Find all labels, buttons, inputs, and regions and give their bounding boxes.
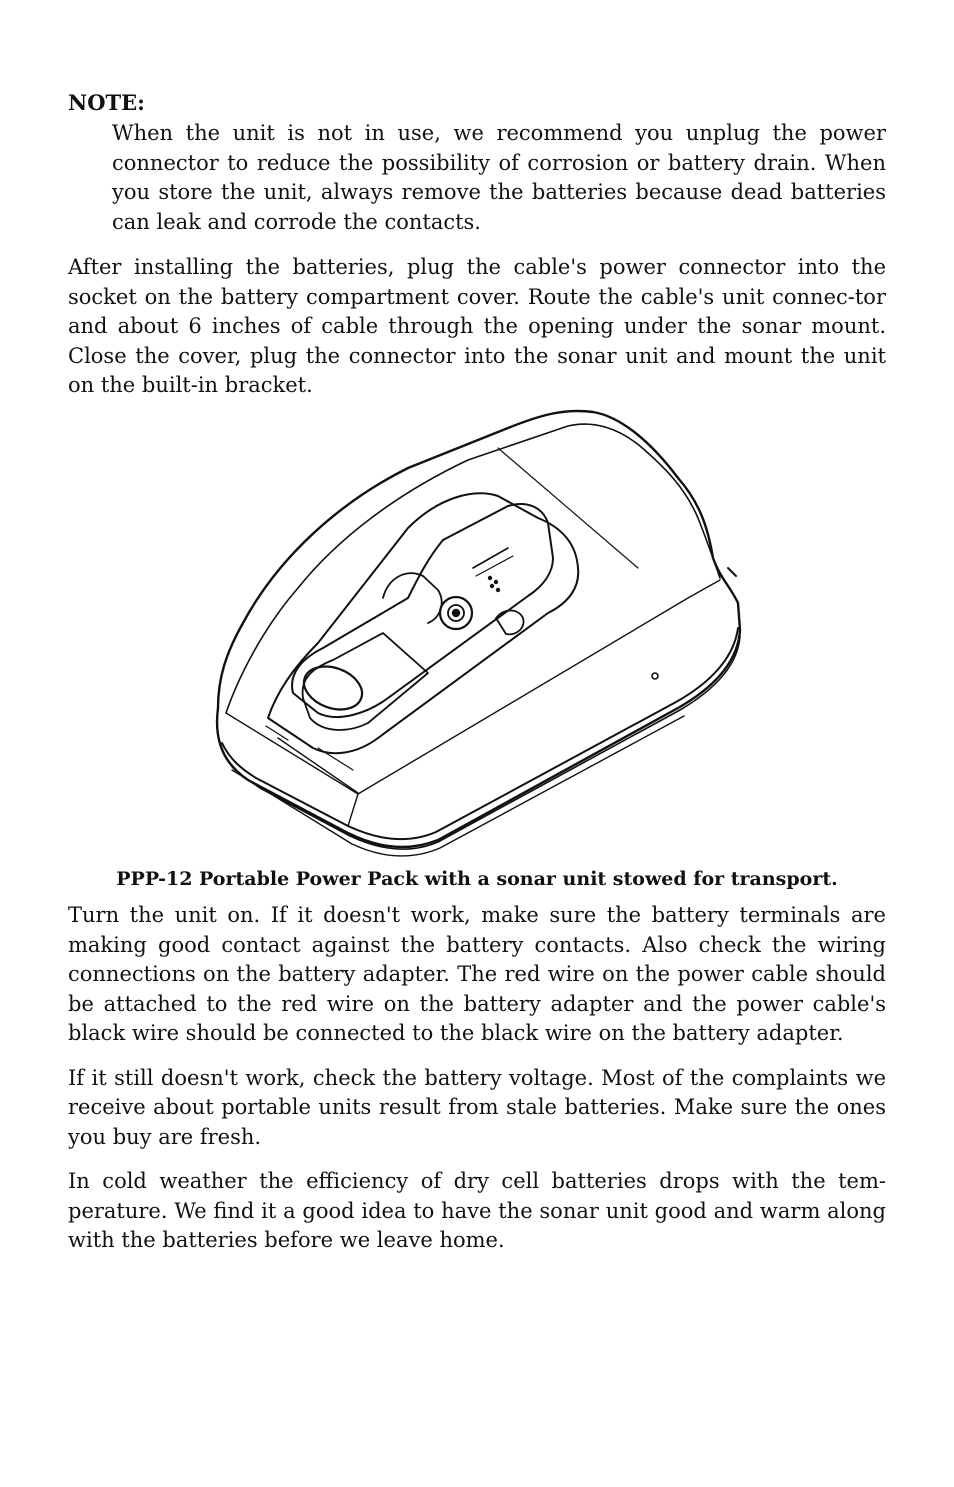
sonar-screen (298, 659, 368, 717)
paragraph-troubleshoot: Turn the unit on. If it doesn't work, make sure the battery terminals are making good contact against the battery contacts. Also check the wiring connections on the battery adapter. The red wire on the power cable should be attached to the red wire on the battery adapter and the power cable's black wire should be connected to the black wire on the battery adapter. (68, 903, 886, 1045)
figure-caption: PPP-12 Portable Power Pack with a sonar unit stowed for transport. (116, 868, 838, 890)
page-content (68, 88, 886, 401)
side-latch (728, 568, 736, 576)
unit-strip (473, 548, 508, 568)
note-label: NOTE: (68, 90, 145, 115)
rim-band-3 (232, 716, 684, 856)
vent-dots (488, 576, 500, 592)
bracket-mount (383, 573, 442, 623)
side-knob (652, 673, 658, 679)
note-body: When the unit is not in use, we recommend you unplug the power connector to reduce the possibility of corrosion or battery drain. When you store the unit, always remove the batteries because dead batteries can leak and corrode the contacts. (112, 121, 886, 234)
paragraph-cold-weather: In cold weather the efficiency of dry cell batteries drops with the tem-perature. We find it a good idea to have the sonar unit good and warm along with the batteries before we leave home. (68, 1169, 886, 1252)
shell-outline (217, 411, 740, 847)
power-pack-illustration (208, 408, 746, 862)
cable-clip (496, 611, 524, 635)
paragraph-install: After installing the batteries, plug the cable's power connector into the socket on the battery compartment cover. Route the cable's unit connec-tor and about 6 inches of cable through the opening under the sonar mount. Close the cover, plug the connector into the sonar unit and mount the unit on the built-in bracket. (68, 255, 886, 397)
paragraph-voltage: If it still doesn't work, check the battery voltage. Most of the complaints we receive about portable units result from stale batteries. Make sure the ones you buy are fresh. (68, 1065, 886, 1149)
lower-content (68, 901, 886, 1256)
